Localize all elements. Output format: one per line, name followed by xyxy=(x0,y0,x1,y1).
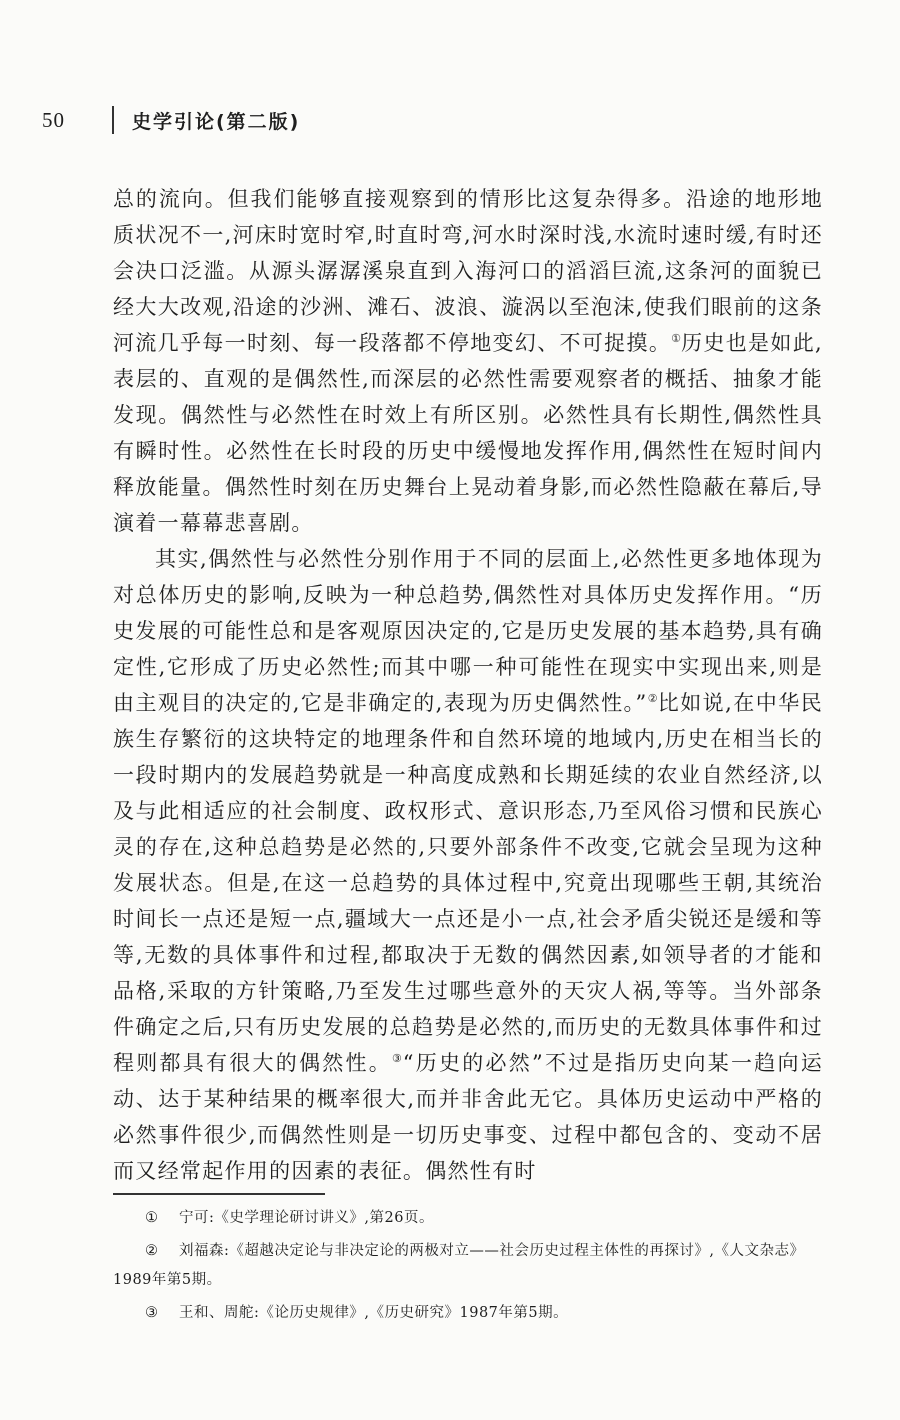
book-title: 史学引论(第二版) xyxy=(132,111,301,133)
paragraph-1-text-b: 历史也是如此,表层的、直观的是偶然性,而深层的必然性需要观察者的概括、抽象才能发现。偶然性与必然性在时效上有所区别。必然性具有长期性,偶然性具有瞬时性。必然性在长时段的历史中缓慢地发挥作用,偶然性在短时间内释放能量。偶然性时刻在历史舞台上晃动着身影,而必然性隐蔽在幕后,导演着一幕幕悲喜剧。 xyxy=(113,331,823,535)
paragraph-2 xyxy=(113,541,823,1189)
footnote-3-text: 王和、周舵:《论历史规律》,《历史研究》1987年第5期。 xyxy=(179,1305,569,1321)
footnote-2-text: 刘福森:《超越决定论与非决定论的两极对立——社会历史过程主体性的再探讨》,《人文杂志》1989年第5期。 xyxy=(113,1243,805,1288)
footnote-1-number: ① xyxy=(145,1210,159,1226)
main-text xyxy=(113,181,823,1189)
footnote-3 xyxy=(113,1299,825,1328)
footnote-ref-3: ③ xyxy=(391,1052,403,1065)
running-header xyxy=(0,104,900,140)
footnote-divider xyxy=(113,1193,325,1195)
footnote-3-number: ③ xyxy=(145,1305,159,1321)
paragraph-2-text-a: 其实,偶然性与必然性分别作用于不同的层面上,必然性更多地体现为对总体历史的影响,反映为一种总趋势,偶然性对具体历史发挥作用。“历史发展的可能性总和是客观原因决定的,它是历史发展的基本趋势,具有确定性,它形成了历史必然性;而其中哪一种可能性在现实中实现出来,则是由主观目的决定的,它是非确定的,表现为历史偶然性。” xyxy=(113,547,823,715)
footnote-2-number: ② xyxy=(145,1243,159,1259)
footnote-ref-1: ① xyxy=(671,332,682,345)
footnote-1-text: 宁可:《史学理论研讨讲义》,第26页。 xyxy=(179,1210,434,1226)
paragraph-1 xyxy=(113,181,823,541)
footnotes xyxy=(113,1204,825,1332)
page-number: 50 xyxy=(42,108,65,132)
footnote-ref-2: ② xyxy=(647,692,658,705)
paragraph-2-text-c: “历史的必然”不过是指历史向某一趋向运动、达于某种结果的概率很大,而并非舍此无它。具体历史运动中严格的必然事件很少,而偶然性则是一切历史事变、过程中都包含的、变动不居而又经常起作用的因素的表征。偶然性有时 xyxy=(113,1051,823,1183)
header-divider xyxy=(112,106,114,134)
footnote-2 xyxy=(113,1237,825,1295)
paragraph-2-text-b: 比如说,在中华民族生存繁衍的这块特定的地理条件和自然环境的地域内,历史在相当长的一段时期内的发展趋势就是一种高度成熟和长期延续的农业自然经济,以及与此相适应的社会制度、政权形式、意识形态,乃至风俗习惯和民族心灵的存在,这种总趋势是必然的,只要外部条件不改变,它就会呈现为这种发展状态。但是,在这一总趋势的具体过程中,究竟出现哪些王朝,其统治时间长一点还是短一点,疆域大一点还是小一点,社会矛盾尖锐还是缓和等等,无数的具体事件和过程,都取决于无数的偶然因素,如领导者的才能和品格,采取的方针策略,乃至发生过哪些意外的天灾人祸,等等。当外部条件确定之后,只有历史发展的总趋势是必然的,而历史的无数具体事件和过程则都具有很大的偶然性。 xyxy=(113,691,823,1075)
paragraph-1-text-a: 总的流向。但我们能够直接观察到的情形比这复杂得多。沿途的地形地质状况不一,河床时宽时窄,时直时弯,河水时深时浅,水流时速时缓,有时还会决口泛滥。从源头潺潺溪泉直到入海河口的滔滔巨流,这条河的面貌已经大大改观,沿途的沙洲、滩石、波浪、漩涡以至泡沫,使我们眼前的这条河流几乎每一时刻、每一段落都不停地变幻、不可捉摸。 xyxy=(113,187,823,355)
footnote-1 xyxy=(113,1204,825,1233)
